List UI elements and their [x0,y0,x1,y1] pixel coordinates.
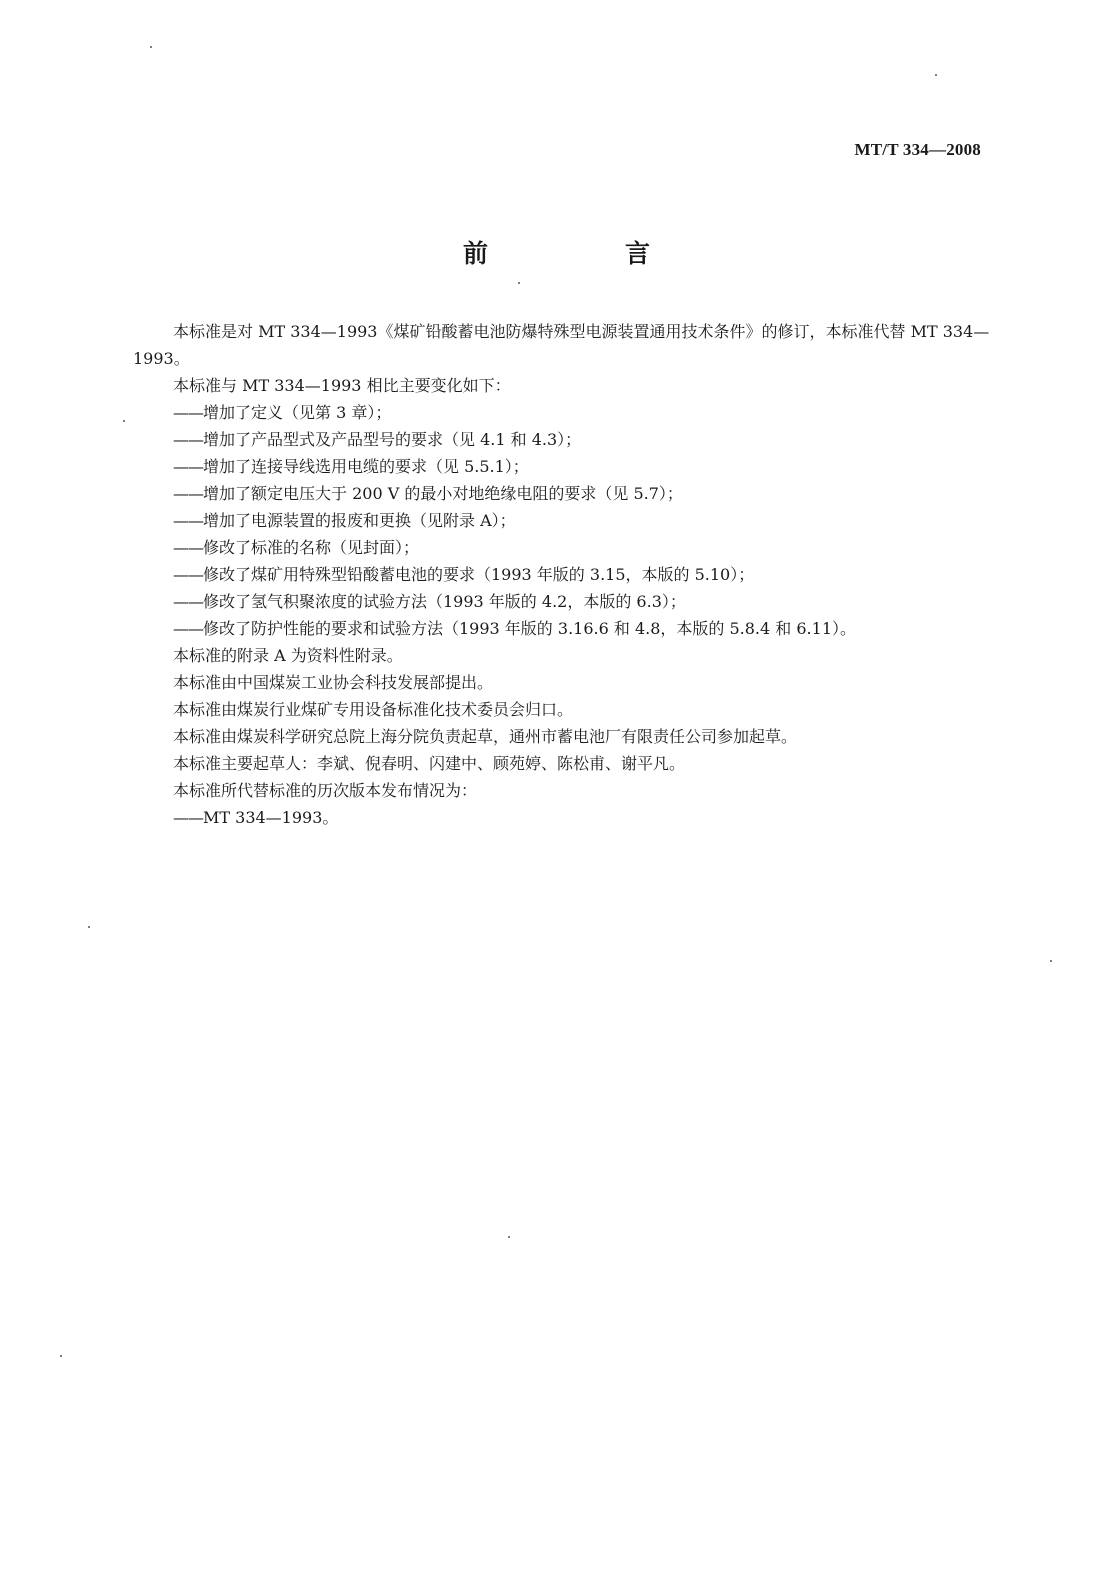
change-text: 增加了连接导线选用电缆的要求（见 5.5.1）； [203,457,529,476]
page-title: 前 言 [462,239,706,268]
proposer-statement: 本标准由中国煤炭工业协会科技发展部提出。 [173,673,494,692]
standard-code: MT/T 334—2008 [854,140,981,159]
scan-speck [508,1236,510,1238]
change-text: 修改了标准的名称（见封面）； [203,538,420,557]
dash: —— [173,619,203,638]
history-lead: 本标准所代替标准的历次版本发布情况为： [173,781,478,800]
dash: —— [173,808,203,827]
change-item [133,426,993,453]
history-text: MT 334—1993。 [203,808,339,827]
intro-paragraph: 本标准是对 MT 334—1993《煤矿铅酸蓄电池防爆特殊型电源装置通用技术条件》的修订，本标准代替 MT 334—1993。 [133,322,990,368]
change-item [133,588,993,615]
change-text: 增加了定义（见第 3 章）； [203,403,392,422]
scan-speck [518,282,520,284]
drafting-units-statement: 本标准由煤炭科学研究总院上海分院负责起草，通州市蓄电池厂有限责任公司参加起草。 [173,727,798,746]
change-item [133,399,993,426]
change-text: 增加了额定电压大于 200 V 的最小对地绝缘电阻的要求（见 5.7）； [203,484,683,503]
changes-lead: 本标准与 MT 334—1993 相比主要变化如下： [173,376,511,395]
change-item [133,615,993,642]
appendix-statement: 本标准的附录 A 为资料性附录。 [173,646,403,665]
history-item [133,804,993,831]
change-item [133,453,993,480]
change-text: 增加了产品型式及产品型号的要求（见 4.1 和 4.3）； [203,430,582,449]
scan-speck [935,74,937,76]
dash: —— [173,403,203,422]
scan-speck [150,46,152,48]
change-text: 修改了防护性能的要求和试验方法（1993 年版的 3.16.6 和 4.8，本版的 5.8.4 和 6.11）。 [203,619,856,638]
dash: —— [173,565,203,584]
change-item [133,480,993,507]
change-item [133,534,993,561]
dash: —— [173,430,203,449]
scan-speck [1050,960,1052,962]
change-item [133,507,993,534]
change-text: 修改了煤矿用特殊型铅酸蓄电池的要求（1993 年版的 3.15，本版的 5.10）； [203,565,755,584]
scan-speck [60,1355,62,1357]
change-text: 增加了电源装置的报废和更换（见附录 A）； [203,511,516,530]
changes-list [133,399,993,642]
foreword-body [133,318,993,831]
dash: —— [173,511,203,530]
scan-speck [88,926,90,928]
dash: —— [173,484,203,503]
dash: —— [173,457,203,476]
committee-statement: 本标准由煤炭行业煤矿专用设备标准化技术委员会归口。 [173,700,574,719]
drafters-statement: 本标准主要起草人：李斌、倪春明、闪建中、顾苑婷、陈松甫、谢平凡。 [173,754,686,773]
change-item [133,561,993,588]
dash: —— [173,538,203,557]
change-text: 修改了氢气积聚浓度的试验方法（1993 年版的 4.2，本版的 6.3）； [203,592,686,611]
dash: —— [173,592,203,611]
scan-speck [123,420,125,422]
